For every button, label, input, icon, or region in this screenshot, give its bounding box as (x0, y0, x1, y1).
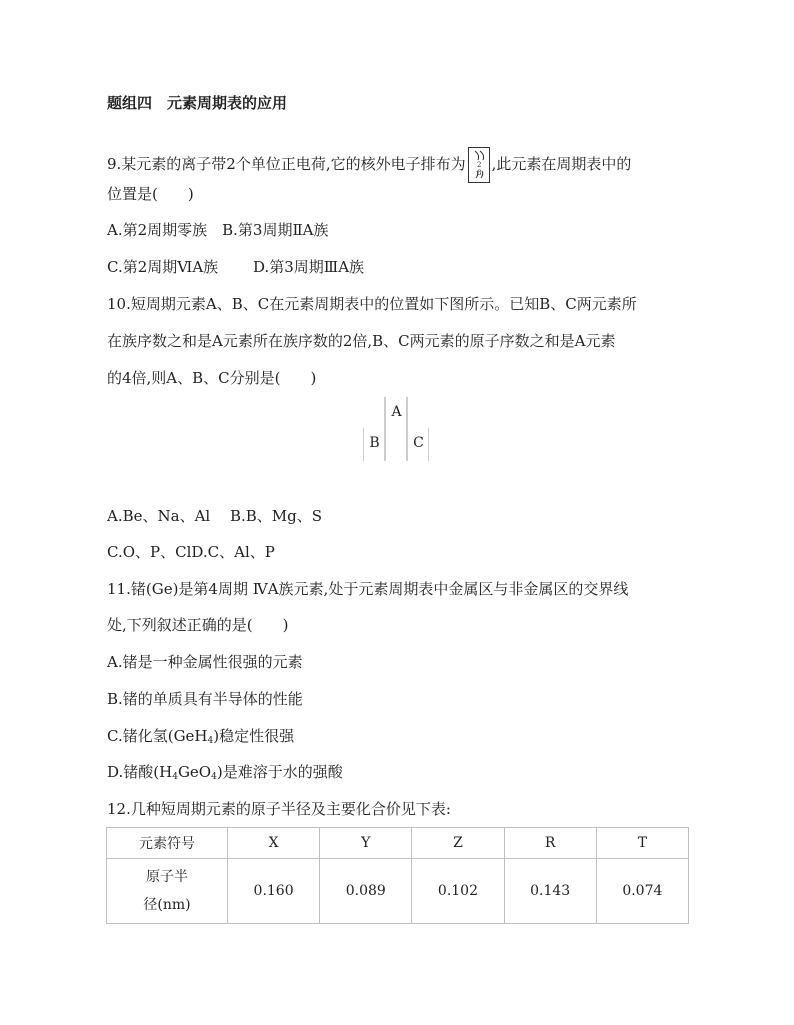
radius-label-line1: 原子半 (146, 869, 188, 885)
q11-option-c-post: )稳定性很强 (213, 727, 295, 745)
q11-option-c (107, 726, 294, 751)
shell-count-outer: 8 (476, 169, 482, 177)
q9-stem-text-b: ,此元素在周期表中的 (491, 155, 632, 173)
q10-options-cd: C.O、P、ClD.C、Al、P (107, 543, 275, 561)
q12-stem-line1: 12.几种短周期元素的原子半径及主要化合价见下表: (107, 800, 451, 818)
section-heading: 题组四 元素周期表的应用 (107, 94, 288, 112)
q11-option-b: B.锗的单质具有半导体的性能 (107, 690, 303, 708)
q9-stem-line1 (107, 147, 631, 183)
table-cell: 0.160 (228, 859, 320, 924)
q10-stem-line1: 10.短周期元素A、B、C在元素周期表中的位置如下图所示。已知B、C两元素所 (107, 295, 637, 313)
q9-stem-text-a: 9.某元素的离子带2个单位正电荷,它的核外电子排布为 (107, 155, 466, 173)
shell-count-inner: 2 (476, 161, 482, 169)
q11-stem-line1: 11.锗(Ge)是第4周期 ⅣA族元素,处于元素周期表中金属区与非金属区的交界线 (107, 580, 629, 598)
q9-stem-line2: 位置是( ) (107, 185, 194, 203)
q10-stem-line3: 的4倍,则A、B、C分别是( ) (107, 369, 317, 387)
q11-option-d-mid: GeO (177, 763, 212, 781)
cell-element-a: A (391, 404, 402, 420)
table-label-cell (107, 859, 228, 924)
table-header-cell: 元素符号 (107, 828, 228, 859)
q11-option-d-sub1: 4 (172, 772, 178, 782)
table-header-cell: R (504, 828, 596, 859)
table-cell: 0.074 (596, 859, 688, 924)
q10-options-ab: A.Be、Na、Al B.B、Mg、S (107, 507, 323, 525)
radius-label-line2: 径(nm) (143, 897, 191, 913)
q11-option-d (107, 762, 343, 787)
table-header-cell: T (596, 828, 688, 859)
table-row (107, 859, 689, 924)
cell-element-c: C (413, 435, 424, 451)
atomic-radius-table (106, 827, 689, 924)
q11-option-d-pre: D.锗酸(H (107, 763, 173, 781)
q11-option-c-pre: C.锗化氢(GeH (107, 727, 208, 745)
q9-options-ab: A.第2周期零族 B.第3周期ⅡA族 (107, 221, 329, 239)
q10-stem-line2: 在族序数之和是A元素所在族序数的2倍,B、C两元素的原子序数之和是A元素 (107, 332, 616, 350)
q11-option-d-post: )是难溶于水的强酸 (216, 763, 343, 781)
table-cell: 0.089 (320, 859, 412, 924)
q11-option-a: A.锗是一种金属性很强的元素 (107, 653, 303, 671)
q11-stem-line2: 处,下列叙述正确的是( ) (107, 616, 289, 634)
q11-option-d-sub2: 4 (211, 772, 217, 782)
q9-options-cd: C.第2周期ⅥA族 D.第3周期ⅢA族 (107, 258, 365, 276)
table-header-cell: Y (320, 828, 412, 859)
table-cell: 0.102 (412, 859, 504, 924)
table-row (107, 828, 689, 859)
table-header-cell: Z (412, 828, 504, 859)
periodic-position-table (363, 397, 429, 461)
electron-shell-diagram (468, 147, 490, 183)
table-header-cell: X (228, 828, 320, 859)
q11-option-c-sub: 4 (207, 736, 214, 746)
cell-element-b: B (369, 435, 380, 451)
table-cell: 0.143 (504, 859, 596, 924)
